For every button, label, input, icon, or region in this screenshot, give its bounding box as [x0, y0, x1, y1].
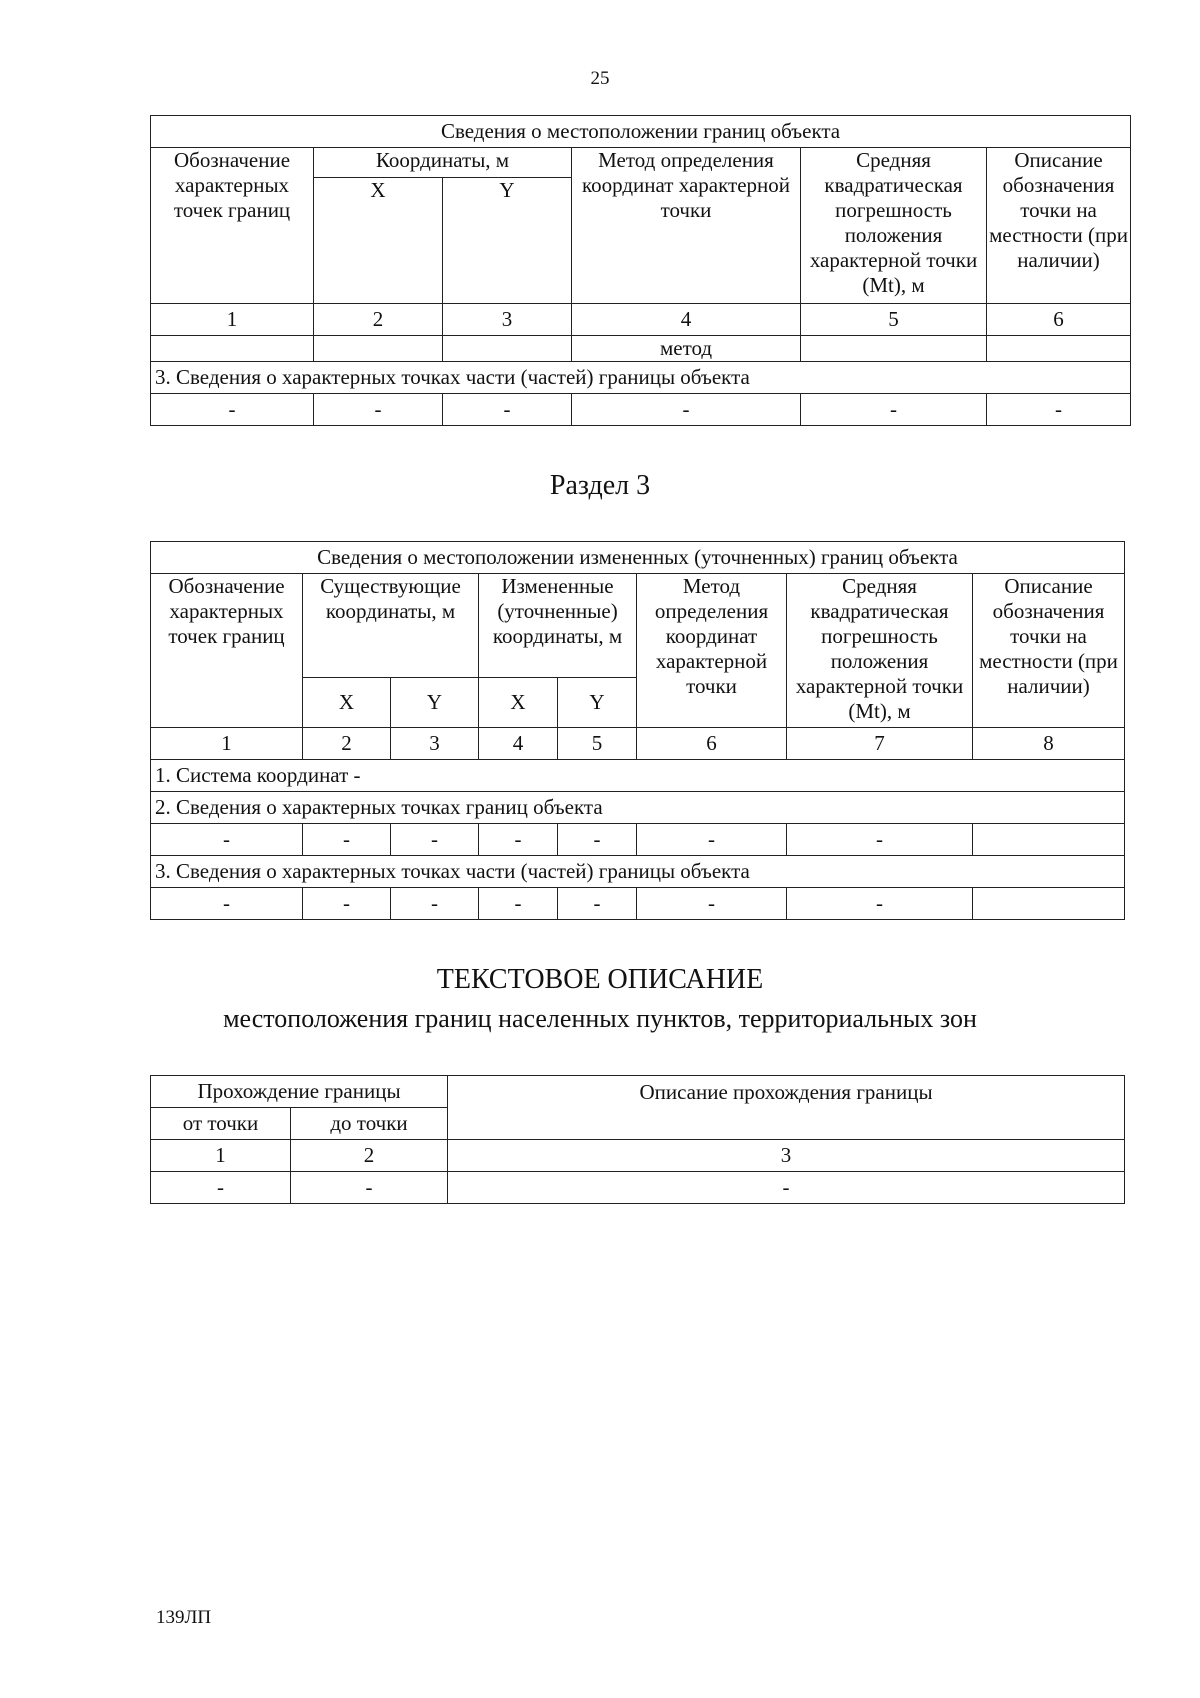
header-method: Метод определения координат характерной точки [637, 574, 787, 728]
method-cell: метод [572, 336, 801, 362]
footer-code: 139ЛП [156, 1607, 212, 1628]
col-number: 3 [391, 728, 479, 760]
header-points: Обозначение характерных точек границ [151, 574, 303, 728]
header-changed-coords: Измененные (уточненные) координаты, м [479, 574, 637, 678]
dash-cell: - [303, 824, 391, 856]
col-number: 8 [973, 728, 1125, 760]
header-existing-coords: Существующие координаты, м [303, 574, 479, 678]
section-row: 3. Сведения о характерных точках части (частей) границы объекта [151, 362, 1131, 394]
col-number: 2 [314, 304, 443, 336]
section-row: 1. Система координат - [151, 760, 1125, 792]
col-number: 5 [558, 728, 637, 760]
header-method: Метод определения координат характерной точки [572, 148, 801, 304]
header-y: Y [558, 678, 637, 728]
col-number: 2 [303, 728, 391, 760]
dash-cell: - [558, 824, 637, 856]
header-error: Средняя квадратическая погрешность положения характерной точки (Mt), м [801, 148, 987, 304]
table-title: Сведения о местоположении измененных (уточненных) границ объекта [151, 542, 1125, 574]
dash-cell: - [314, 394, 443, 426]
dash-cell: - [572, 394, 801, 426]
col-number: 3 [448, 1140, 1125, 1172]
table-cell [151, 336, 314, 362]
col-number: 1 [151, 304, 314, 336]
dash-cell: - [151, 394, 314, 426]
col-number: 1 [151, 728, 303, 760]
header-x: X [479, 678, 558, 728]
header-y: Y [443, 178, 572, 304]
header-points: Обозначение характерных точек границ [151, 148, 314, 304]
dash-cell: - [987, 394, 1131, 426]
col-number: 6 [637, 728, 787, 760]
table-title: Сведения о местоположении границ объекта [151, 116, 1131, 148]
header-passing: Прохождение границы [151, 1076, 448, 1108]
document-subtitle: местоположения границ населенных пунктов, территориальных зон [223, 1004, 977, 1033]
col-number: 2 [291, 1140, 448, 1172]
dash-cell: - [637, 824, 787, 856]
dash-cell: - [443, 394, 572, 426]
dash-cell [973, 888, 1125, 920]
header-error: Средняя квадратическая погрешность положения характерной точки (Mt), м [787, 574, 973, 728]
section-row: 3. Сведения о характерных точках части (частей) границы объекта [151, 856, 1125, 888]
document-title: ТЕКСТОВОЕ ОПИСАНИЕ [436, 964, 764, 995]
dash-cell: - [637, 888, 787, 920]
dash-cell: - [787, 824, 973, 856]
dash-cell: - [151, 888, 303, 920]
page-number: 25 [590, 68, 610, 89]
table-cell [987, 336, 1131, 362]
col-number: 7 [787, 728, 973, 760]
table-cell [801, 336, 987, 362]
header-to: до точки [291, 1108, 448, 1140]
dash-cell: - [479, 824, 558, 856]
col-number: 5 [801, 304, 987, 336]
dash-cell: - [151, 1172, 291, 1204]
dash-cell: - [151, 824, 303, 856]
col-number: 4 [479, 728, 558, 760]
header-y: Y [391, 678, 479, 728]
table-cell [443, 336, 572, 362]
section-heading: Раздел 3 [549, 470, 651, 501]
header-x: X [314, 178, 443, 304]
boundary-table [150, 115, 1131, 426]
dash-cell: - [391, 888, 479, 920]
section-row: 2. Сведения о характерных точках границ объекта [151, 792, 1125, 824]
col-number: 4 [572, 304, 801, 336]
header-x: X [303, 678, 391, 728]
header-description: Описание прохождения границы [448, 1076, 1125, 1140]
dash-cell: - [448, 1172, 1125, 1204]
header-description: Описание обозначения точки на местности (при наличии) [973, 574, 1125, 728]
header-coords: Координаты, м [314, 148, 572, 178]
col-number: 3 [443, 304, 572, 336]
header-from: от точки [151, 1108, 291, 1140]
dash-cell: - [303, 888, 391, 920]
header-description: Описание обозначения точки на местности (при наличии) [987, 148, 1131, 304]
dash-cell: - [391, 824, 479, 856]
col-number: 6 [987, 304, 1131, 336]
dash-cell: - [479, 888, 558, 920]
dash-cell: - [558, 888, 637, 920]
changed-boundary-table [150, 541, 1125, 920]
dash-cell: - [801, 394, 987, 426]
dash-cell: - [787, 888, 973, 920]
boundary-description-table [150, 1075, 1125, 1204]
dash-cell: - [291, 1172, 448, 1204]
col-number: 1 [151, 1140, 291, 1172]
dash-cell [973, 824, 1125, 856]
table-cell [314, 336, 443, 362]
